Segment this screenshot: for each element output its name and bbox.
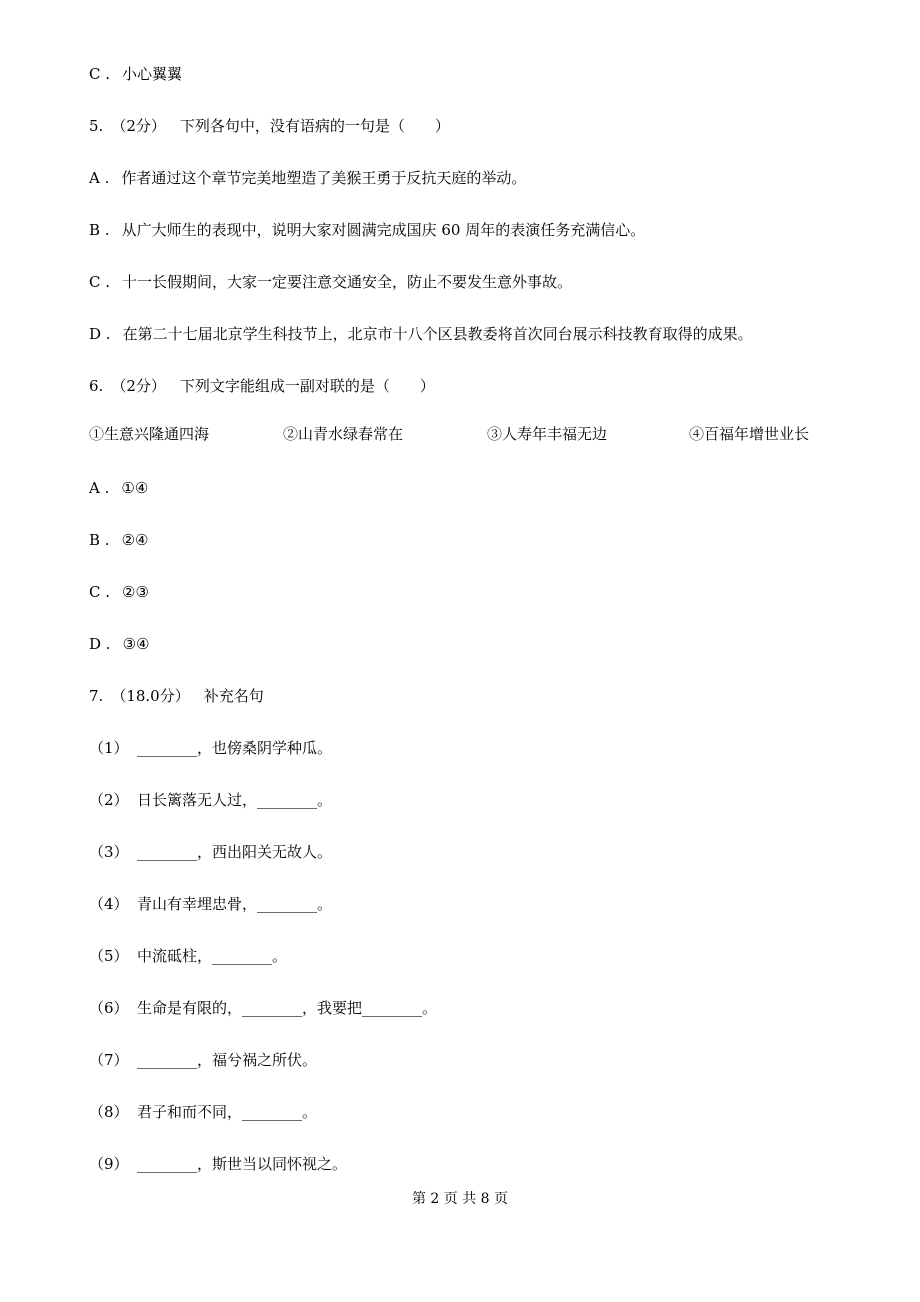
option-text: 小心翼翼 [122,65,183,83]
item-text: 日长篱落无人过，________。 [137,791,333,809]
option-letter: C . [89,65,111,83]
question-number: 7. [89,687,104,705]
couplet-line: ③人寿年丰福无边 [487,425,608,443]
option-letter: B . [89,531,110,549]
couplet-line: ①生意兴隆通四海 [89,425,210,443]
question-score: （18.0分） [111,687,190,705]
item-text: ________，斯世当以同怀视之。 [137,1155,348,1173]
item-index: （3） [89,843,129,861]
question-stem: 补充名句 [203,687,264,705]
question-5-option-a [89,168,526,188]
question-5-option-d [89,324,753,344]
question-score: （2分） [111,117,166,135]
couplet-line: ②山青水绿春常在 [283,425,404,443]
question-number: 6. [89,377,104,395]
item-text: ________，西出阳关无故人。 [137,843,333,861]
item-index: （9） [89,1155,129,1173]
question-5-option-c [89,272,572,292]
page-footer: 第 2 页 共 8 页 [411,1191,509,1207]
question-5-option-b [89,220,645,240]
option-text: 十一长假期间，大家一定要注意交通安全，防止不要发生意外事故。 [122,273,573,291]
item-text: 君子和而不同，________。 [137,1103,318,1121]
option-text: ②④ [121,531,149,549]
item-index: （2） [89,791,129,809]
question-7-item-5 [89,946,287,966]
item-text: 青山有幸埋忠骨，________。 [137,895,333,913]
item-text: ________，也傍桑阴学种瓜。 [137,739,333,757]
item-text: 中流砥柱，________。 [137,947,288,965]
option-text: ③④ [122,635,150,653]
question-stem: 下列文字能组成一副对联的是（ ） [179,377,435,395]
question-5-heading [89,116,450,136]
question-7-heading [89,686,264,706]
option-letter: A . [89,169,110,187]
option-text: ②③ [122,583,149,601]
option-letter: D . [89,325,111,343]
item-text: 生命是有限的，________，我要把________。 [137,999,438,1017]
option-letter: B . [89,221,110,239]
item-index: （5） [89,947,129,965]
question-7-item-9 [89,1154,347,1174]
item-index: （1） [89,739,129,757]
question-7-item-2 [89,790,332,810]
option-letter: C . [89,273,111,291]
item-text: ________，福兮祸之所伏。 [137,1051,318,1069]
question-7-item-7 [89,1050,317,1070]
option-text: 在第二十七届北京学生科技节上，北京市十八个区县教委将首次同台展示科技教育取得的成果。 [122,325,753,343]
question-7-item-6 [89,998,437,1018]
option-text: 作者通过这个章节完美地塑造了美猴王勇于反抗天庭的举动。 [121,169,527,187]
question-7-item-4 [89,894,332,914]
question-stem: 下列各句中，没有语病的一句是（ ） [179,117,450,135]
option-c-carryover [89,64,182,84]
item-index: （4） [89,895,129,913]
question-7-item-1 [89,738,332,758]
question-6-option-d [89,634,149,654]
question-number: 5. [89,117,104,135]
question-7-item-8 [89,1102,317,1122]
option-letter: A . [89,479,110,497]
option-letter: D . [89,635,111,653]
item-index: （7） [89,1051,129,1069]
question-6-option-c [89,582,149,602]
question-score: （2分） [111,377,166,395]
question-6-heading [89,376,435,396]
item-index: （6） [89,999,129,1017]
question-6-option-a [89,478,148,498]
couplet-choices [89,424,829,444]
option-text: 从广大师生的表现中，说明大家对圆满完成国庆 60 周年的表演任务充满信心。 [121,221,646,239]
question-7-item-3 [89,842,332,862]
couplet-line: ④百福年增世业长 [689,425,810,443]
option-letter: C . [89,583,111,601]
item-index: （8） [89,1103,129,1121]
question-6-option-b [89,530,148,550]
option-text: ①④ [121,479,149,497]
